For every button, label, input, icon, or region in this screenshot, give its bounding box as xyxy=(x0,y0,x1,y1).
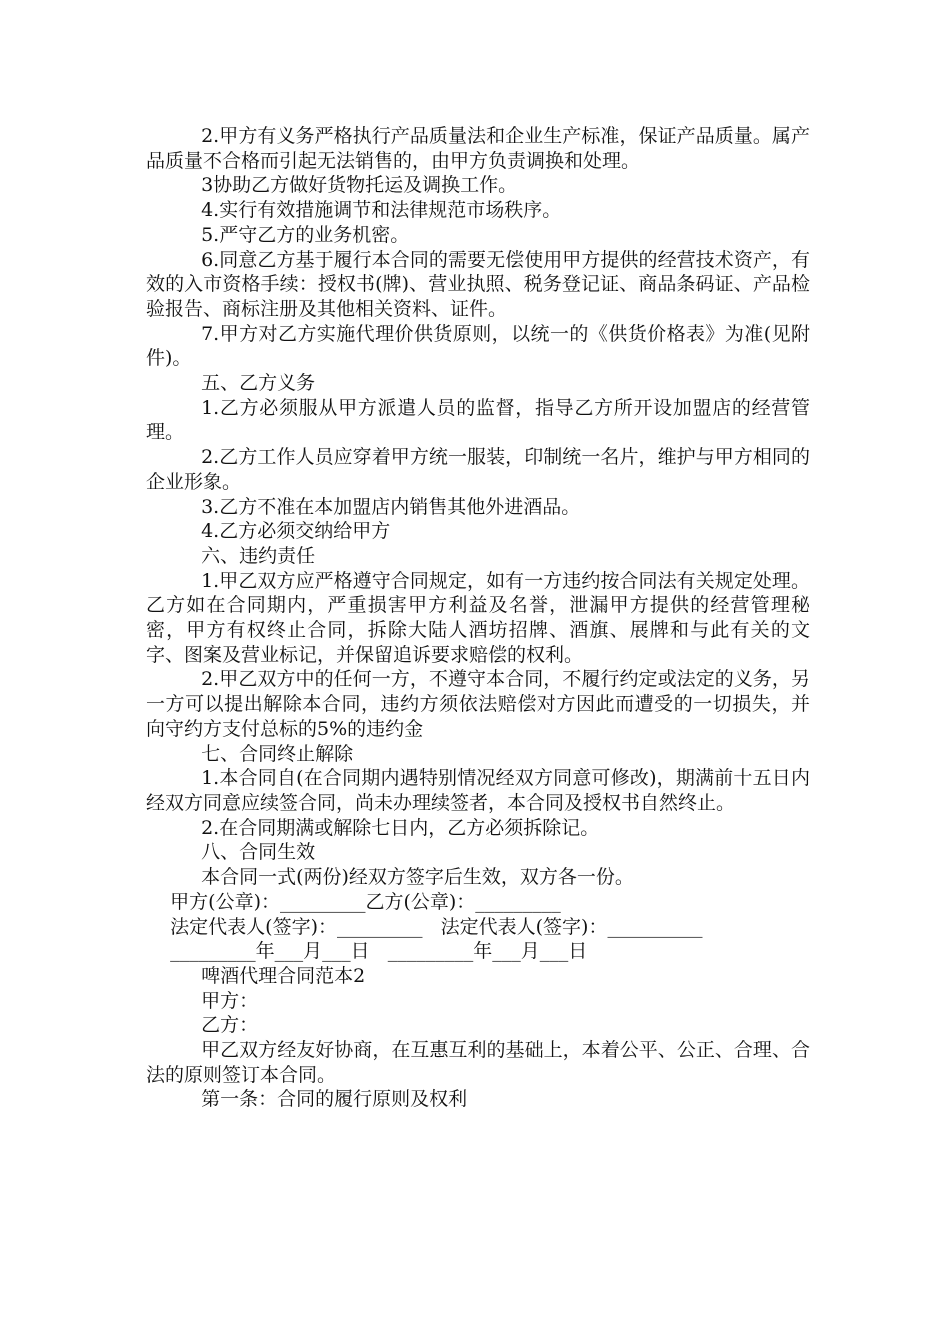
clause-paragraph: 3协助乙方做好货物托运及调换工作。 xyxy=(201,174,518,197)
clause-paragraph: 甲乙双方经友好协商，在互惠互利的基础上，本着公平、公正、合理、合法的原则签订本合同。 xyxy=(146,1039,810,1086)
clause-paragraph: 2.甲方有义务严格执行产品质量法和企业生产标准，保证产品质量。属产品质量不合格而引起无法销售的，由甲方负责调换和处理。 xyxy=(146,125,810,172)
clause-paragraph: 5.严守乙方的业务机密。 xyxy=(201,223,410,246)
clause-paragraph: 2.甲乙双方中的任何一方，不遵守本合同，不履行约定或法定的义务，另一方可以提出解除本合同，违约方须依法赔偿对方因此而遭受的一切损失，并向守约方支付总标的5%的违约金 xyxy=(146,668,810,740)
clause-paragraph: 1.乙方必须服从甲方派遣人员的监督，指导乙方所开设加盟店的经营管理。 xyxy=(146,396,810,444)
clause-paragraph: 7.甲方对乙方实施代理价供货原则，以统一的《供货价格表》为准(见附件)。 xyxy=(146,322,810,370)
representative-signature-line: 法定代表人(签字)：_________ 法定代表人(签字)：__________ xyxy=(146,915,703,938)
date-line: _________年___月___日 _________年___月___日 xyxy=(146,940,588,963)
document-page xyxy=(146,124,810,1112)
party-a-label: 甲方： xyxy=(201,989,259,1012)
section-heading: 五、乙方义务 xyxy=(201,372,316,395)
section-heading: 六、违约责任 xyxy=(201,544,316,567)
clause-paragraph: 1.本合同自(在合同期内遇特别情况经双方同意可修改)，期满前十五日内经双方同意应续签合同，尚未办理续签者，本合同及授权书自然终止。 xyxy=(146,767,810,814)
article-heading: 第一条：合同的履行原则及权利 xyxy=(201,1088,468,1111)
clause-paragraph: 4.乙方必须交纳给甲方 xyxy=(201,520,391,543)
section-heading: 八、合同生效 xyxy=(201,841,316,864)
section-heading: 七、合同终止解除 xyxy=(201,742,354,765)
party-b-label: 乙方： xyxy=(201,1014,259,1037)
document-title: 啤酒代理合同范本2 xyxy=(201,964,366,987)
clause-paragraph: 本合同一式(两份)经双方签字后生效，双方各一份。 xyxy=(201,866,634,889)
clause-paragraph: 2.乙方工作人员应穿着甲方统一服装，印制统一名片，维护与甲方相同的企业形象。 xyxy=(146,446,810,493)
party-seal-line: 甲方(公章)：_________乙方(公章)：_________ xyxy=(146,890,561,913)
clause-paragraph: 1.甲乙双方应严格遵守合同规定，如有一方违约按合同法有关规定处理。乙方如在合同期内，严重损害甲方利益及名誉，泄漏甲方提供的经营管理秘密，甲方有权终止合同，拆除大陆人酒坊招牌、酒旗、展牌和与此有关的文字、图案及营业标记，并保留追诉要求赔偿的权利。 xyxy=(146,569,810,666)
clause-paragraph: 4.实行有效措施调节和法律规范市场秩序。 xyxy=(201,199,562,222)
clause-paragraph: 2.在合同期满或解除七日内，乙方必须拆除记。 xyxy=(201,816,600,839)
clause-paragraph: 3.乙方不准在本加盟店内销售其他外进酒品。 xyxy=(201,495,581,518)
clause-paragraph: 6.同意乙方基于履行本合同的需要无偿使用甲方提供的经营技术资产，有效的入市资格手续：授权书(牌)、营业执照、税务登记证、商品条码证、产品检验报告、商标注册及其他相关资料、证件。 xyxy=(146,248,810,320)
